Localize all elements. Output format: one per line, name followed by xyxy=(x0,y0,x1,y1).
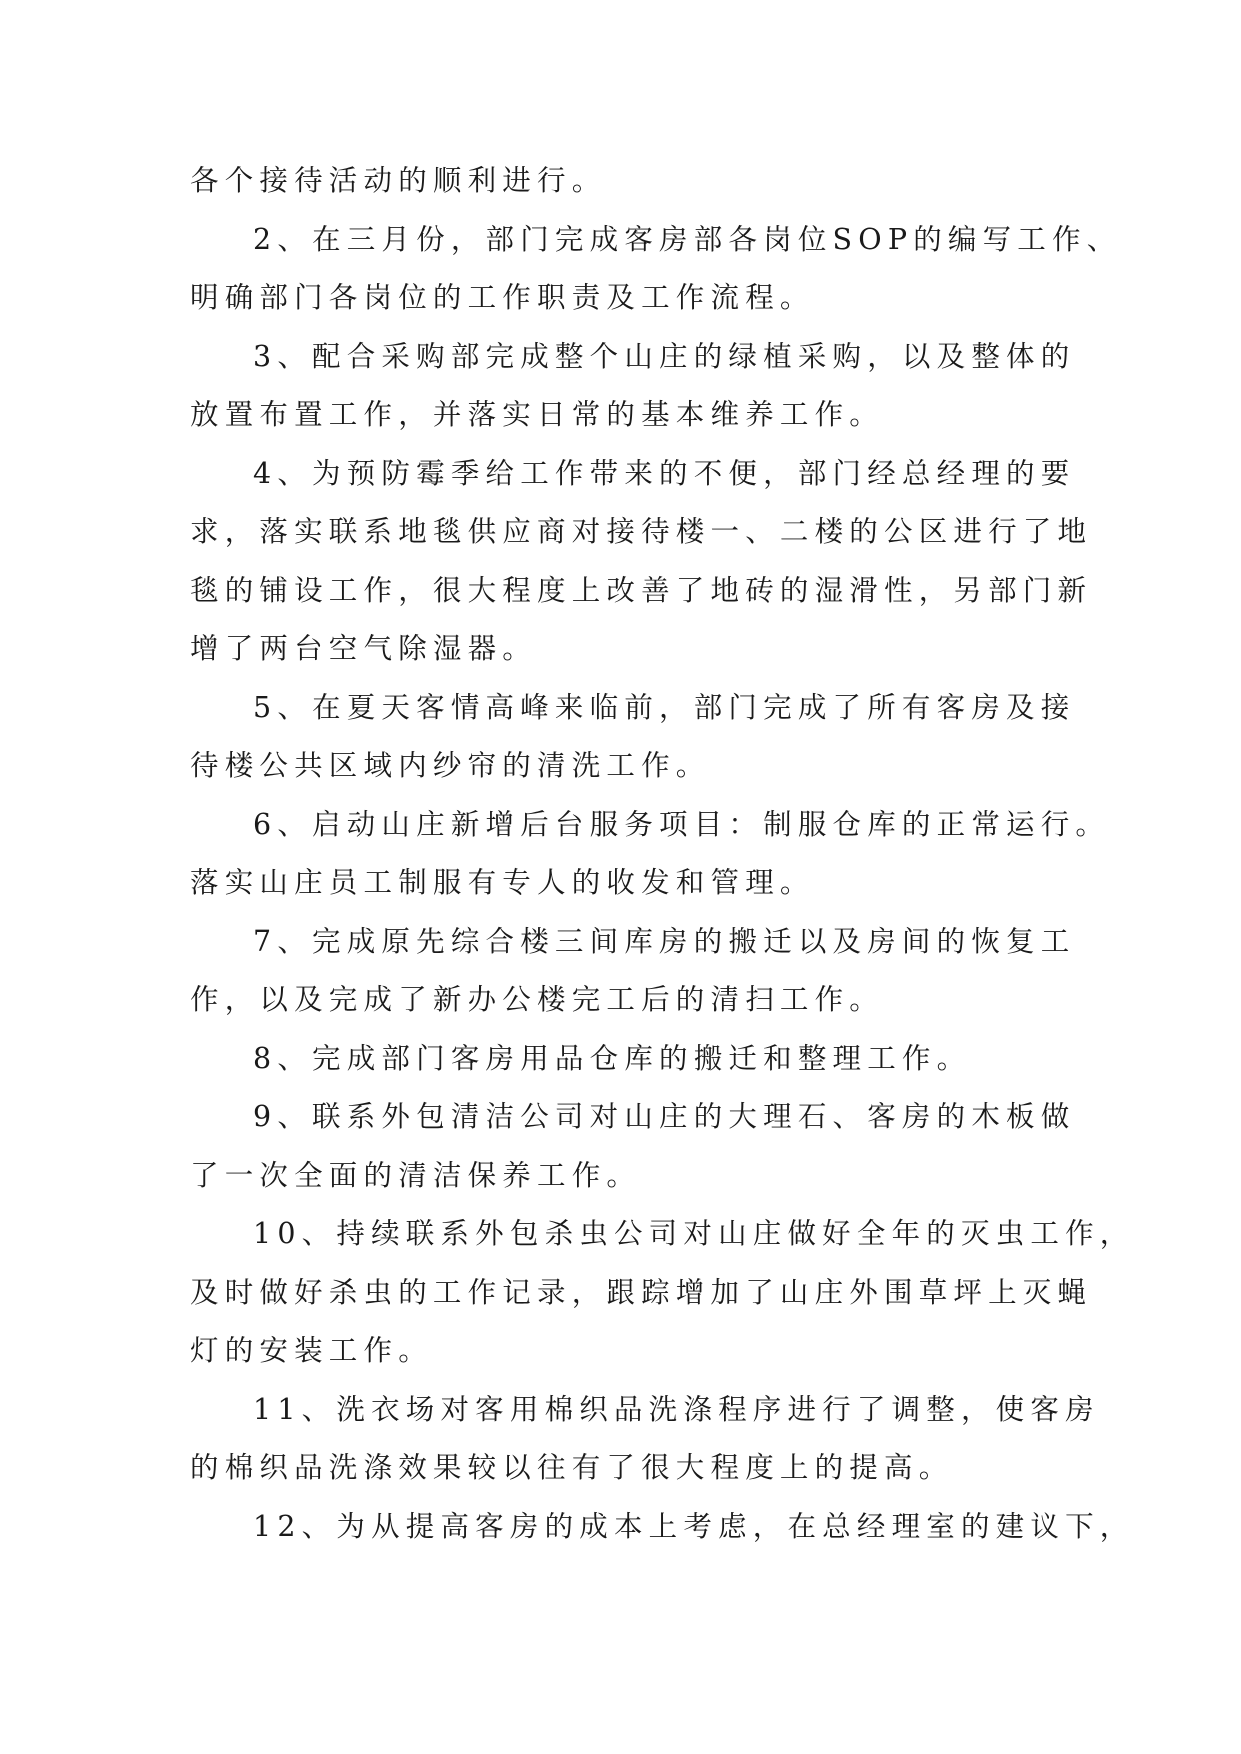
text-line: 放置布置工作，并落实日常的基本维养工作。 xyxy=(190,398,885,431)
text-line: 5、在夏天客情高峰来临前，部门完成了所有客房及接 xyxy=(253,690,1076,724)
text-line: 增了两台空气除湿器。 xyxy=(190,632,538,665)
text-line: 明确部门各岗位的工作职责及工作流程。 xyxy=(190,281,815,314)
text-line: 10、持续联系外包杀虫公司对山庄做好全年的灭虫工作， xyxy=(253,1217,1135,1250)
text-line: 作，以及完成了新办公楼完工后的清扫工作。 xyxy=(190,983,885,1016)
text-line: 8、完成部门客房用品仓库的搬迁和整理工作。 xyxy=(253,1041,972,1075)
text-line: 4、为预防霉季给工作带来的不便，部门经总经理的要 xyxy=(253,456,1076,490)
text-line: 落实山庄员工制服有专人的收发和管理。 xyxy=(190,866,815,899)
document-body xyxy=(190,152,1135,1556)
text-line: 灯的安装工作。 xyxy=(190,1334,433,1367)
text-line: 待楼公共区域内纱帘的清洗工作。 xyxy=(190,749,711,782)
text-line: 6、启动山庄新增后台服务项目：制服仓库的正常运行。 xyxy=(253,807,1111,841)
text-line: 3、配合采购部完成整个山庄的绿植采购，以及整体的 xyxy=(253,339,1076,373)
text-line: 求，落实联系地毯供应商对接待楼一、二楼的公区进行了地 xyxy=(190,515,1093,548)
text-line: 9、联系外包清洁公司对山庄的大理石、客房的木板做 xyxy=(253,1100,1076,1133)
text-line: 11、洗衣场对客用棉织品洗涤程序进行了调整，使客房 xyxy=(253,1392,1100,1426)
text-line: 及时做好杀虫的工作记录，跟踪增加了山庄外围草坪上灭蝇 xyxy=(190,1275,1093,1309)
text-line: 2、在三月份，部门完成客房部各岗位SOP的编写工作、 xyxy=(253,222,1122,256)
text-line: 各个接待活动的顺利进行。 xyxy=(190,164,607,197)
text-line: 的棉织品洗涤效果较以往有了很大程度上的提高。 xyxy=(190,1451,954,1484)
text-line: 毯的铺设工作，很大程度上改善了地砖的湿滑性，另部门新 xyxy=(190,573,1093,607)
text-line: 了一次全面的清洁保养工作。 xyxy=(190,1158,642,1192)
text-line: 7、完成原先综合楼三间库房的搬迁以及房间的恢复工 xyxy=(253,924,1076,958)
text-line: 12、为从提高客房的成本上考虑，在总经理室的建议下， xyxy=(253,1509,1135,1543)
